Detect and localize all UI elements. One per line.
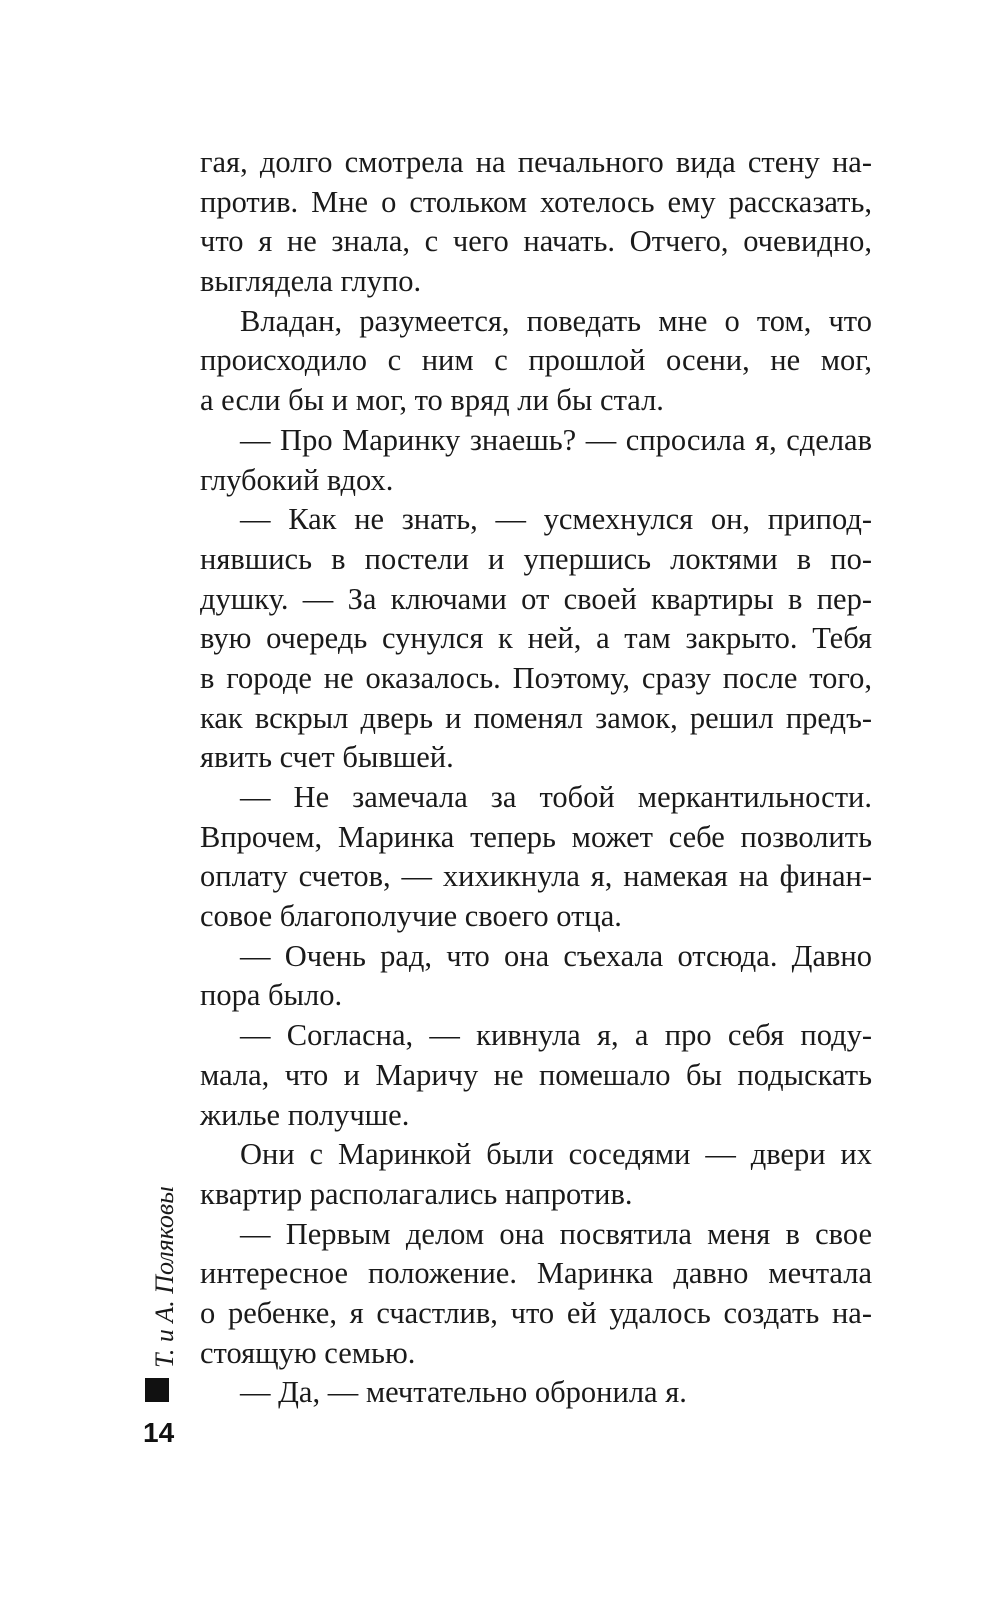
page-number: 14	[143, 1417, 175, 1448]
text-line: происходило с ним с прошлой осени, не мог,	[200, 343, 872, 378]
text-line: что я не знала, с чего начать. Отчего, очевидно,	[200, 224, 872, 259]
text-line: гая, долго смотрела на печального вида стену на-	[200, 145, 872, 179]
text-line: как вскрыл дверь и поменял замок, решил предъ-	[200, 700, 872, 735]
text-line: душку. — За ключами от своей квартиры в пер-	[200, 581, 872, 616]
text-line: стоящую семью.	[200, 1335, 416, 1370]
text-line: — Первым делом она посвятила меня в свое	[240, 1216, 872, 1251]
text-line: выглядела глупо.	[200, 264, 422, 299]
text-line: а если бы и мог, то вряд ли бы стал.	[200, 383, 664, 418]
text-line: квартир располагались напротив.	[200, 1176, 633, 1211]
text-line: Владан, разумеется, поведать мне о том, что	[240, 303, 872, 338]
text-line: пора было.	[200, 978, 343, 1013]
page-marker-square	[145, 1378, 169, 1402]
text-line: мала, что и Маричу не помешало бы подыскать	[200, 1057, 872, 1092]
text-line: — Не замечала за тобой меркантильности.	[240, 780, 872, 814]
text-line: вую очередь сунулся к ней, а там закрыто. Тебя	[200, 621, 872, 656]
text-line: глубокий вдох.	[200, 462, 394, 497]
text-line: против. Мне о стольком хотелось ему рассказать,	[200, 184, 872, 219]
text-line: жилье получше.	[200, 1097, 410, 1132]
text-line: — Как не знать, — усмехнулся он, припод-	[240, 502, 872, 537]
text-line: Впрочем, Маринка теперь может себе позволить	[200, 819, 872, 854]
text-line: Они с Маринкой были соседями — двери их	[240, 1137, 872, 1172]
text-line: оплату счетов, — хихикнула я, намекая на финан-	[200, 859, 872, 894]
text-line: — Очень рад, что она съехала отсюда. Давно	[240, 938, 872, 973]
text-line: — Да, — мечтательно обронила я.	[240, 1375, 687, 1410]
text-line: — Про Маринку знаешь? — спросила я, сделав	[240, 422, 872, 457]
body-text	[200, 143, 872, 1413]
text-line: о ребенке, я счастлив, что ей удалось создать на-	[200, 1295, 872, 1330]
text-line: в городе не оказалось. Поэтому, сразу после того,	[200, 660, 872, 695]
running-head: Т. и А. Поляковы	[150, 1186, 179, 1368]
text-line: интересное положение. Маринка давно мечтала	[200, 1256, 872, 1291]
text-line: — Согласна, — кивнула я, а про себя поду-	[240, 1018, 872, 1053]
text-line: совое благополучие своего отца.	[200, 899, 622, 934]
text-line: нявшись в постели и упершись локтями в по-	[200, 541, 872, 576]
text-line: явить счет бывшей.	[200, 740, 454, 775]
